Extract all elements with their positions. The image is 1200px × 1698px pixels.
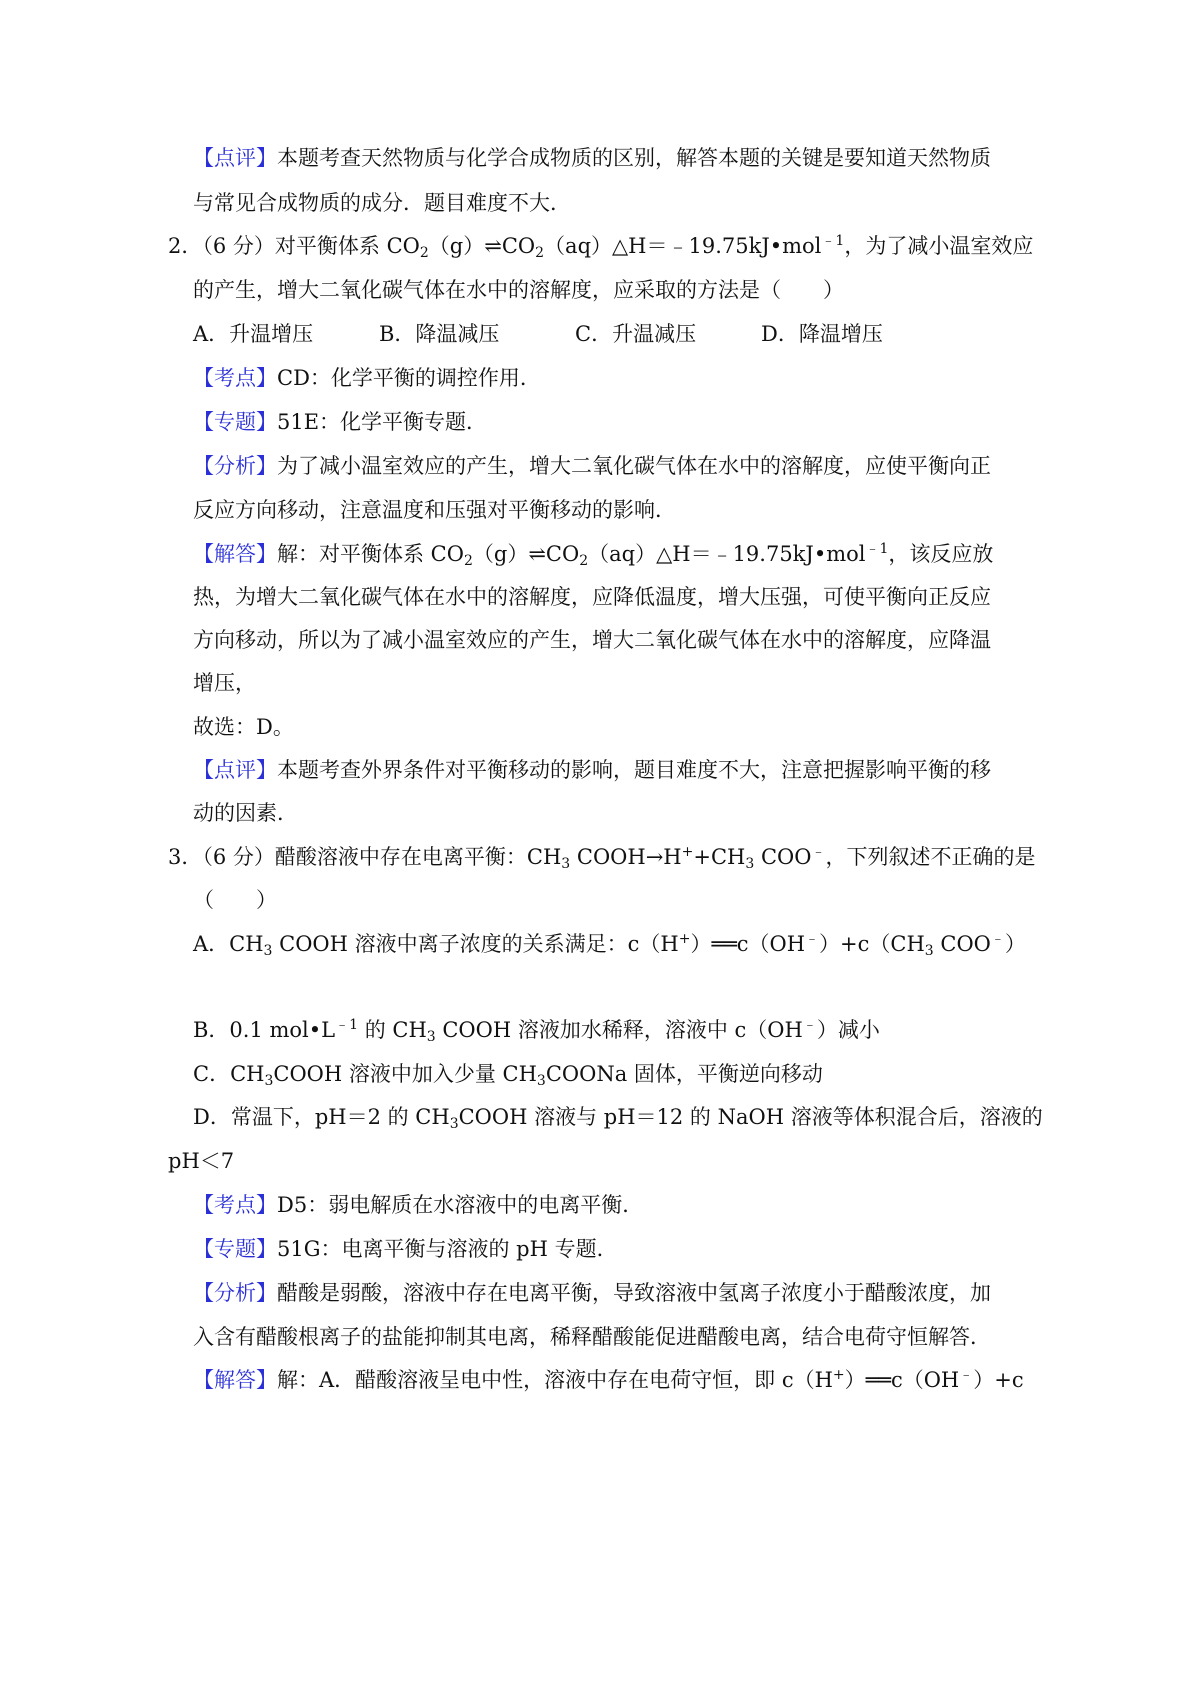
jieda-text: 增压， [193,671,256,695]
fenxi-text: 为了减小温室效应的产生，增大二氧化碳气体在水中的溶解度，应使平衡向正 [277,454,991,478]
subscript: 3 [264,1073,274,1089]
fenxi-text: 入含有醋酸根离子的盐能抑制其电离，稀释醋酸能促进醋酸电离，结合电荷守恒解答． [193,1325,991,1349]
option-text: COOH 溶液中加入少量 CH [273,1062,537,1086]
subscript: 2 [419,245,429,261]
subscript: 3 [745,856,755,872]
zhuanti-label: 【专题】 [193,1237,277,1261]
fenxi-line [193,497,676,523]
kaodian-label: 【考点】 [193,366,277,390]
jieda-line [193,584,991,610]
stem-text: （6 分）醋酸溶液中存在电离平衡：CH [202,845,562,869]
stem-text: （ ） [193,888,277,912]
option-b [193,1017,880,1043]
jieda-line [193,670,256,696]
answer-text: 故选：D。 [193,715,294,739]
stem-text: ，下列叙述不正确的是 [825,845,1036,869]
jieda-text: 方向移动，所以为了减小温室效应的产生，增大二氧化碳气体在水中的溶解度，应降温 [193,628,991,652]
question-number: 2． [168,234,203,258]
jieda-text: ）+c [973,1368,1024,1392]
jieda-text: ，该反应放 [888,542,994,566]
jieda-text: 解：A．醋酸溶液呈电中性，溶液中存在电荷守恒，即 c（H [277,1368,833,1392]
jieda-line [193,541,993,567]
jieda-label: 【解答】 [193,542,277,566]
question-3-stem [193,887,277,913]
review-label: 【点评】 [193,146,277,170]
jieda-text: （aq）△H＝﹣19.75kJ•mol [588,542,866,566]
option-c [193,1061,823,1087]
review-line [193,190,571,216]
option-text: pH＜7 [168,1149,235,1173]
answer-line [193,714,294,740]
jieda-text: ）══c（OH [844,1368,960,1392]
option-text: A．CH [193,932,264,956]
option-text: COONa 固体，平衡逆向移动 [545,1062,823,1086]
option-text: COOH 溶液与 pH＝12 的 NaOH 溶液等体积混合后，溶液的 [458,1105,1043,1129]
review-text: 动的因素． [193,801,298,825]
superscript: + [832,1367,845,1383]
option-text: ） [1004,932,1026,956]
zhuanti-line [193,1236,618,1262]
subscript: 3 [449,1116,459,1132]
subscript: 2 [579,553,589,569]
subscript: 2 [535,245,545,261]
question-3-stem [168,844,1035,870]
superscript: ﹣ [811,844,826,860]
option-d: D．降温增压 [761,322,883,346]
option-text: ）减小 [816,1018,880,1042]
subscript: 3 [536,1073,546,1089]
stem-text: COO [754,845,812,869]
zhuanti-text: 51G：电离平衡与溶液的 pH 专题． [277,1237,618,1261]
review-text: 本题考查外界条件对平衡移动的影响，题目难度不大，注意把握影响平衡的移 [277,758,991,782]
subscript: 3 [426,1029,436,1045]
superscript: ﹣ [990,931,1005,947]
fenxi-text: 醋酸是弱酸，溶液中存在电离平衡，导致溶液中氢离子浓度小于醋酸浓度，加 [277,1281,991,1305]
jieda-label: 【解答】 [193,1368,277,1392]
option-b: B．降温减压 [379,322,500,346]
fenxi-label: 【分析】 [193,454,277,478]
jieda-text: 解：对平衡体系 CO [277,542,464,566]
stem-text: （aq）△H＝﹣19.75kJ•mol [544,234,822,258]
superscript: ﹣1 [821,233,845,249]
kaodian-line [193,365,541,391]
option-text: COOH 溶液加水稀释，溶液中 c（OH [435,1018,803,1042]
subscript: 3 [924,943,934,959]
option-a [193,931,1026,957]
superscript: + [678,931,691,947]
question-number: 3． [168,845,203,869]
kaodian-line [193,1192,643,1218]
subscript: 2 [463,553,473,569]
jieda-text: （g）⇌CO [472,542,580,566]
fenxi-text: 反应方向移动，注意温度和压强对平衡移动的影响． [193,498,676,522]
zhuanti-line [193,409,487,435]
review-line [193,145,991,171]
superscript: ﹣ [805,931,820,947]
review-line [193,757,991,783]
option-text: 的 CH [358,1018,427,1042]
subscript: 3 [263,943,273,959]
fenxi-label: 【分析】 [193,1281,277,1305]
superscript: ﹣1 [865,541,889,557]
option-text: ）+c（CH [819,932,925,956]
stem-text: +CH [693,845,746,869]
kaodian-text: D5：弱电解质在水溶液中的电离平衡． [277,1193,644,1217]
review-text: 本题考查天然物质与化学合成物质的区别，解答本题的关键是要知道天然物质 [277,146,991,170]
superscript: ﹣1 [335,1017,359,1033]
superscript: + [681,844,694,860]
stem-text: ，为了减小温室效应 [844,234,1034,258]
option-text: COO [933,932,991,956]
superscript: ﹣ [802,1017,817,1033]
option-text: C．CH [193,1062,265,1086]
option-a: A．升温增压 [193,322,314,346]
option-text: COOH 溶液中离子浓度的关系满足：c（H [272,932,679,956]
fenxi-line [193,1324,991,1350]
stem-text: COOH→H [570,845,682,869]
zhuanti-label: 【专题】 [193,410,277,434]
kaodian-text: CD：化学平衡的调控作用． [277,366,541,390]
question-2-stem [193,277,844,303]
jieda-text: 热，为增大二氧化碳气体在水中的溶解度，应降低温度，增大压强，可使平衡向正反应 [193,585,991,609]
stem-text: 的产生，增大二氧化碳气体在水中的溶解度，应采取的方法是（ ） [193,278,844,302]
review-label: 【点评】 [193,758,277,782]
question-2-stem [168,233,1033,259]
zhuanti-text: 51E：化学平衡专题． [277,410,488,434]
jieda-line [193,1367,1024,1393]
review-line [193,800,298,826]
option-d [168,1148,234,1174]
review-text: 与常见合成物质的成分．题目难度不大． [193,191,571,215]
jieda-line [193,627,991,653]
kaodian-label: 【考点】 [193,1193,277,1217]
subscript: 3 [561,856,571,872]
option-d [193,1104,1043,1130]
option-text: ）══c（OH [690,932,806,956]
stem-text: （6 分）对平衡体系 CO [202,234,420,258]
fenxi-line [193,453,991,479]
question-2-options [193,321,883,347]
stem-text: （g）⇌CO [428,234,536,258]
option-c: C．升温减压 [575,322,697,346]
fenxi-line [193,1280,991,1306]
option-text: D．常温下，pH＝2 的 CH [193,1105,450,1129]
option-text: B．0.1 mol•L [193,1018,336,1042]
superscript: ﹣ [959,1367,974,1383]
